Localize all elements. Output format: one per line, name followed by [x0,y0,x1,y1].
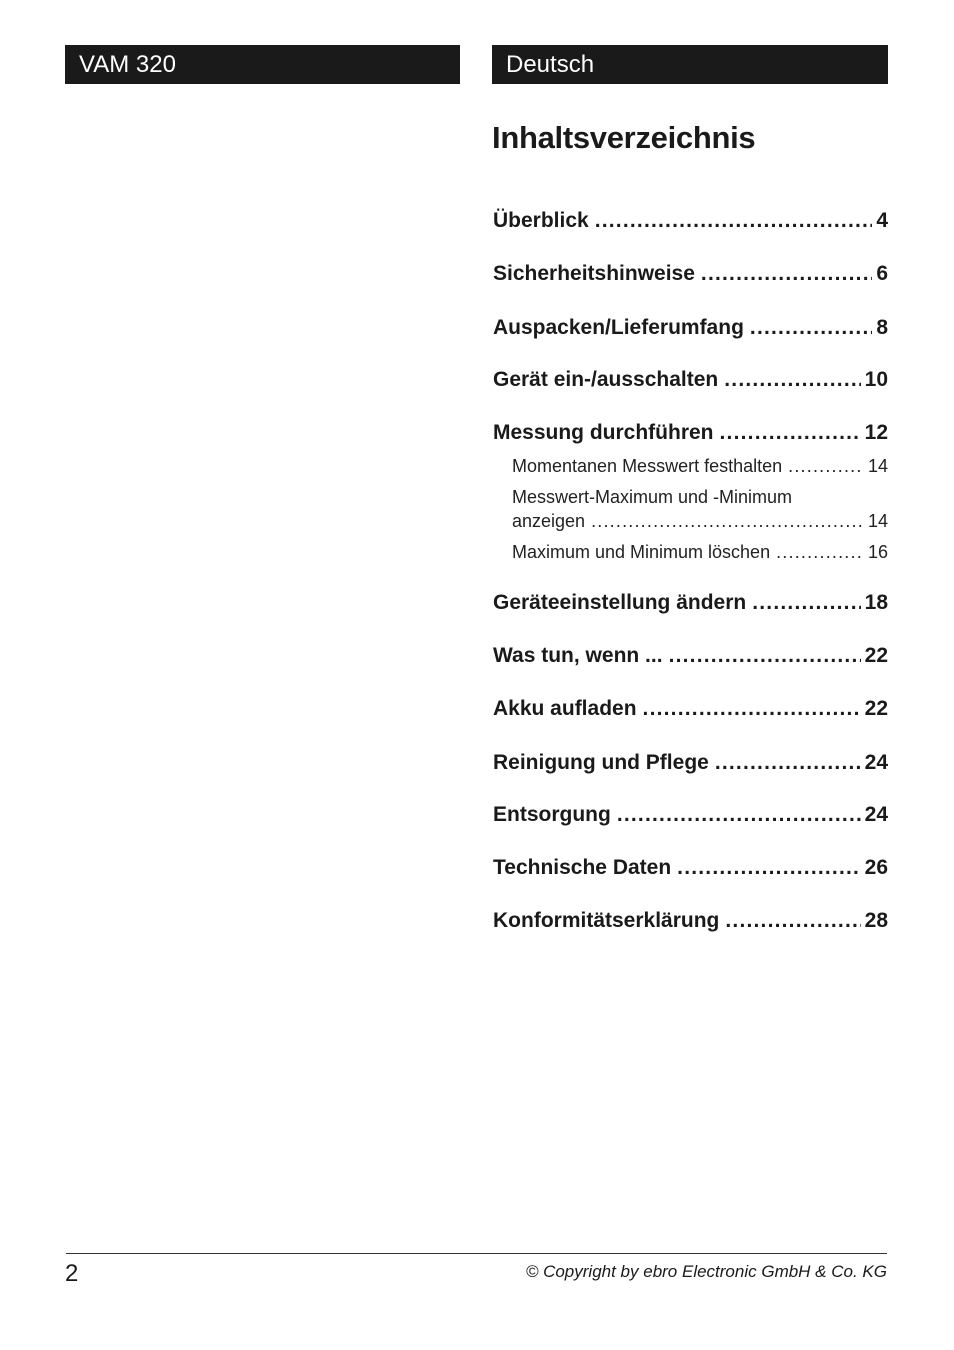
toc-leader-dots [617,801,861,829]
toc-entry-ueberblick[interactable] [493,207,888,235]
toc-entry-geraet-ein-ausschalten[interactable] [493,366,888,394]
toc-entry-konformitaetserklaerung[interactable] [493,907,888,935]
toc-entry-page: 22 [864,644,888,667]
toc-leader-dots [720,419,861,447]
toc-entry-page: 28 [864,909,888,932]
toc-subentry-messwert-festhalten[interactable] [512,454,888,478]
toc-leader-dots [752,589,860,617]
toc-entry-page: 18 [864,591,888,614]
toc-entry-page: 24 [864,803,888,826]
toc-entry-label: Konformitätserklärung [493,909,720,932]
toc-entry-label: Akku aufladen [493,697,637,720]
toc-leader-dots [669,642,861,670]
toc-leader-dots [591,509,864,533]
copyright-notice: © Copyright by ebro Electronic GmbH & Co. KG [525,1262,887,1281]
toc-leader-dots [724,366,860,394]
toc-entry-page: 10 [864,368,888,391]
toc-subentry-label-line1: Messwert-Maximum und -Minimum [512,487,793,507]
toc-subentry-maximum-minimum-loeschen[interactable] [512,540,888,564]
toc-entry-label: Überblick [493,209,589,232]
toc-title: Inhaltsverzeichnis [492,120,756,155]
toc-leader-dots [788,454,864,478]
toc-entry-entsorgung[interactable] [493,801,888,829]
page-number: 2 [65,1260,79,1287]
toc-entry-page: 22 [864,697,888,720]
toc-entry-label: Technische Daten [493,856,672,879]
product-header-bar [65,45,460,84]
toc-leader-dots [715,749,861,777]
toc-leader-dots [643,695,861,723]
toc-subentry-page: 14 [867,456,888,476]
toc-entry-messung-durchfuehren[interactable] [493,419,888,447]
toc-leader-dots [677,854,860,882]
toc-entry-label: Messung durchführen [493,421,714,444]
toc-entry-label: Entsorgung [493,803,611,826]
toc-entry-sicherheitshinweise[interactable] [493,260,888,288]
toc-subentry-maximum-minimum-anzeigen[interactable] [512,485,888,533]
toc-entry-page: 4 [876,209,888,232]
toc-leader-dots [595,207,873,235]
toc-entry-technische-daten[interactable] [493,854,888,882]
toc-subentry-line2 [512,509,888,533]
toc-entry-label: Reinigung und Pflege [493,751,709,774]
toc-entry-page: 24 [864,751,888,774]
language-label: Deutsch [506,51,595,78]
toc-subentry-label-line2: anzeigen [512,511,586,531]
toc-entry-akku-aufladen[interactable] [493,695,888,723]
toc-subentry-label: Momentanen Messwert festhalten [512,456,783,476]
toc-leader-dots [750,314,872,342]
toc-entry-page: 6 [876,262,888,285]
toc-entry-label: Gerät ein-/ausschalten [493,368,719,391]
toc-subentry-page: 14 [867,511,888,531]
product-name: VAM 320 [79,51,176,78]
toc-leader-dots [701,260,872,288]
toc-subentry-page: 16 [867,542,888,562]
toc-entry-page: 12 [864,421,888,444]
toc-subentry-label: Maximum und Minimum löschen [512,542,771,562]
toc-entry-auspacken[interactable] [493,314,888,342]
toc-entry-reinigung-pflege[interactable] [493,749,888,777]
toc-entry-label: Geräteeinstellung ändern [493,591,747,614]
toc-leader-dots [776,540,864,564]
toc-entry-page: 8 [876,316,888,339]
toc-entry-label: Auspacken/Lieferumfang [493,316,744,339]
footer-divider [66,1253,887,1254]
toc-entry-page: 26 [864,856,888,879]
language-header-bar [492,45,888,84]
toc-leader-dots [725,907,860,935]
toc-entry-was-tun-wenn[interactable] [493,642,888,670]
toc-entry-label: Sicherheitshinweise [493,262,695,285]
toc-entry-label: Was tun, wenn ... [493,644,663,667]
toc-entry-geraeteeinstellung[interactable] [493,589,888,617]
